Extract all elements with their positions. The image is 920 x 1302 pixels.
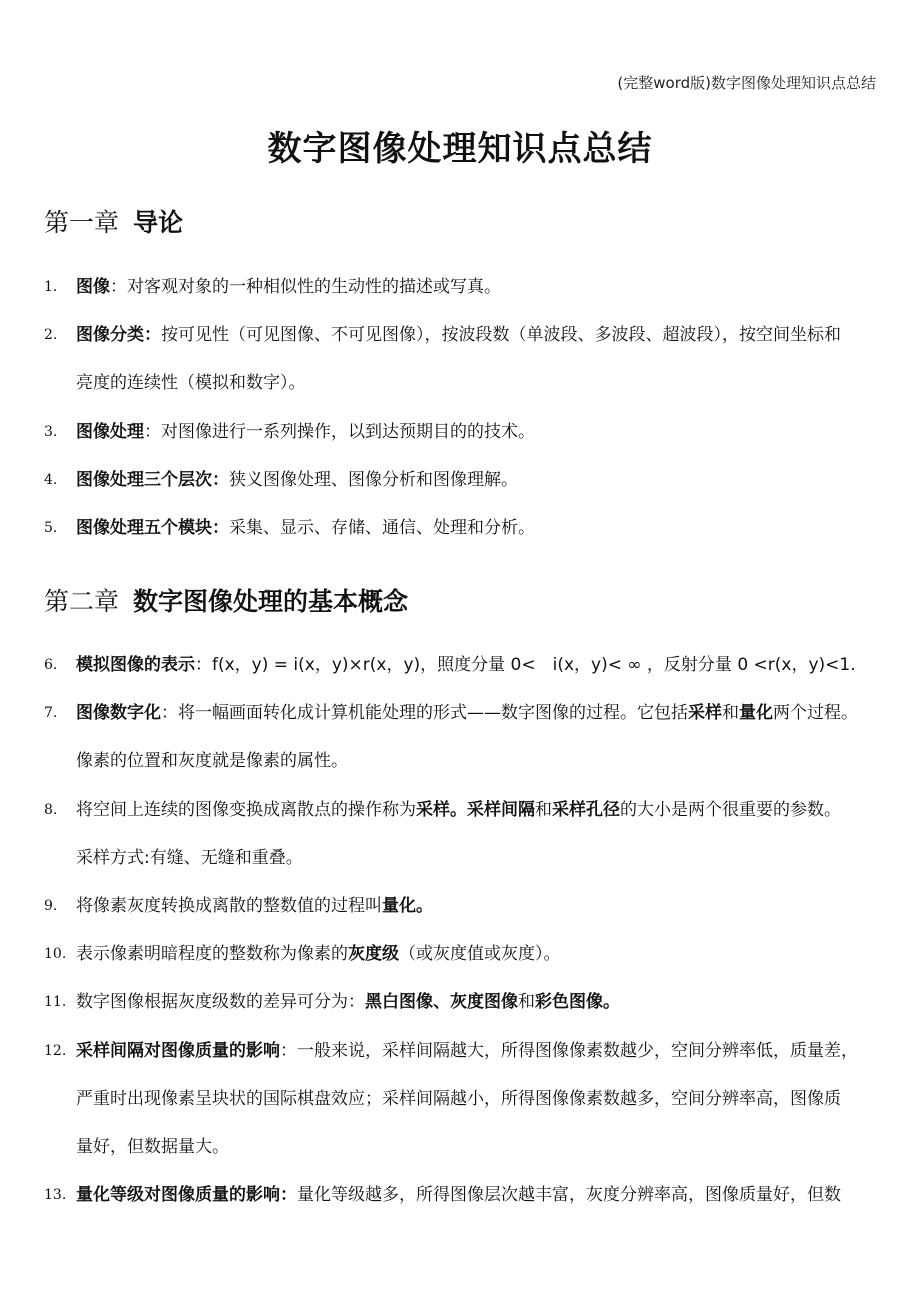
bold-term: 图像处理 — [76, 422, 144, 442]
text-segment: 采样方式:有缝、无缝和重叠。 — [76, 848, 303, 868]
list-item-number: 10. — [44, 946, 67, 962]
list-item — [44, 786, 884, 882]
list-item-line — [76, 834, 884, 882]
list-item-line — [76, 786, 884, 834]
bold-term: 图像处理五个模块： — [76, 518, 229, 538]
chapter-label: 第二章 — [44, 587, 120, 616]
list-item — [44, 689, 884, 785]
bold-term: 图像处理三个层次： — [76, 470, 229, 490]
list-item-line — [76, 1075, 884, 1123]
text-segment: 量化等级越多，所得图像层次越丰富，灰度分辨率高，图像质量好，但数 — [297, 1185, 841, 1205]
list-item-line — [76, 978, 884, 1026]
text-segment: ：对客观对象的一种相似性的生动性的描述或写真。 — [110, 277, 501, 297]
chapter-title: 导论 — [133, 208, 184, 237]
bold-term: 灰度级 — [348, 944, 399, 964]
text-segment: ：f(x，y) = i(x，y)×r(x，y)，照度分量 0< i(x，y)< ∞ ，反射分量 0 <r(x，y)<1. — [195, 655, 856, 675]
chapter-heading — [44, 582, 408, 618]
bold-term: 采样间隔对图像质量的影响 — [76, 1041, 280, 1061]
page-title: 数字图像处理知识点总结 — [267, 129, 653, 169]
text-segment: 严重时出现像素呈块状的国际棋盘效应；采样间隔越小，所得图像像素数越多，空间分辨率高，图像质 — [76, 1089, 841, 1109]
bold-term: 采样孔径 — [552, 800, 620, 820]
bold-term: 量化等级对图像质量的影响： — [76, 1185, 297, 1205]
list-item — [44, 263, 884, 311]
list-item — [44, 882, 884, 930]
text-segment: （或灰度值或灰度）。 — [399, 944, 561, 964]
text-segment: 像素的位置和灰度就是像素的属性。 — [76, 751, 348, 771]
bold-term: 彩色图像。 — [535, 992, 620, 1012]
text-segment: ：对图像进行一系列操作，以到达预期目的的技术。 — [144, 422, 535, 442]
document-header: (完整word版)数字图像处理知识点总结 — [617, 74, 876, 92]
text-segment: ：一般来说，采样间隔越大，所得图像像素数越少，空间分辨率低，质量差， — [280, 1041, 858, 1061]
list-item-line — [76, 1123, 884, 1171]
list-item-number: 7. — [44, 705, 58, 721]
bold-term: 黑白图像、灰度图像 — [365, 992, 518, 1012]
list-item-number: 12. — [44, 1043, 67, 1059]
list-item-number: 11. — [44, 994, 67, 1010]
list-item-line — [76, 408, 884, 456]
list-item — [44, 504, 884, 552]
list-item-line — [76, 504, 884, 552]
list-item-number: 2. — [44, 327, 58, 343]
text-segment: ：将一幅画面转化成计算机能处理的形式——数字图像的过程。它包括 — [161, 703, 688, 723]
list-item-line — [76, 930, 884, 978]
text-segment: 狭义图像处理、图像分析和图像理解。 — [229, 470, 518, 490]
list-item — [44, 456, 884, 504]
text-segment: 数字图像根据灰度级数的差异可分为： — [76, 992, 365, 1012]
list-item-number: 13. — [44, 1187, 67, 1203]
list-item-number: 5. — [44, 520, 58, 536]
list-item-number: 6. — [44, 657, 58, 673]
list-item-line — [76, 689, 884, 737]
bold-term: 模拟图像的表示 — [76, 655, 195, 675]
chapter-heading — [44, 203, 183, 239]
list-item-line — [76, 456, 884, 504]
list-item-line — [76, 1171, 884, 1219]
text-segment: 将空间上连续的图像变换成离散点的操作称为 — [76, 800, 416, 820]
text-segment: 采集、显示、存储、通信、处理和分析。 — [229, 518, 535, 538]
list-item-line — [76, 1027, 884, 1075]
bold-term: 图像分类： — [76, 325, 161, 345]
list-item-line — [76, 263, 884, 311]
list-item — [44, 311, 884, 407]
text-segment: 和 — [518, 992, 535, 1012]
list-item — [44, 408, 884, 456]
bold-term: 量化。 — [382, 896, 433, 916]
list-item — [44, 930, 884, 978]
list-item-line — [76, 359, 884, 407]
list-item — [44, 641, 884, 689]
list-item-line — [76, 641, 884, 689]
text-segment: 亮度的连续性（模拟和数字）。 — [76, 373, 306, 393]
text-segment: 两个过程。 — [773, 703, 858, 723]
text-segment: 量好，但数据量大。 — [76, 1137, 229, 1157]
bold-term: 采样 — [688, 703, 722, 723]
text-segment: 和 — [722, 703, 739, 723]
text-segment: 按可见性（可见图像、不可见图像），按波段数（单波段、多波段、超波段），按空间坐标和 — [161, 325, 841, 345]
list-item-number: 1. — [44, 279, 58, 295]
list-item-line — [76, 311, 884, 359]
list-item — [44, 1027, 884, 1171]
text-segment: 将像素灰度转换成离散的整数值的过程叫 — [76, 896, 382, 916]
list-item — [44, 1171, 884, 1219]
text-segment: 的大小是两个很重要的参数。 — [620, 800, 841, 820]
list-item-line — [76, 882, 884, 930]
text-segment: 表示像素明暗程度的整数称为像素的 — [76, 944, 348, 964]
list-item-number: 3. — [44, 424, 58, 440]
bold-term: 图像 — [76, 277, 110, 297]
chapter-label: 第一章 — [44, 208, 120, 237]
list-item-number: 9. — [44, 898, 58, 914]
bold-term: 采样。采样间隔 — [416, 800, 535, 820]
bold-term: 量化 — [739, 703, 773, 723]
list-item — [44, 978, 884, 1026]
bold-term: 图像数字化 — [76, 703, 161, 723]
list-item-number: 4. — [44, 472, 58, 488]
list-item-number: 8. — [44, 802, 58, 818]
chapter-title: 数字图像处理的基本概念 — [133, 587, 409, 616]
list-item-line — [76, 737, 884, 785]
text-segment: 和 — [535, 800, 552, 820]
